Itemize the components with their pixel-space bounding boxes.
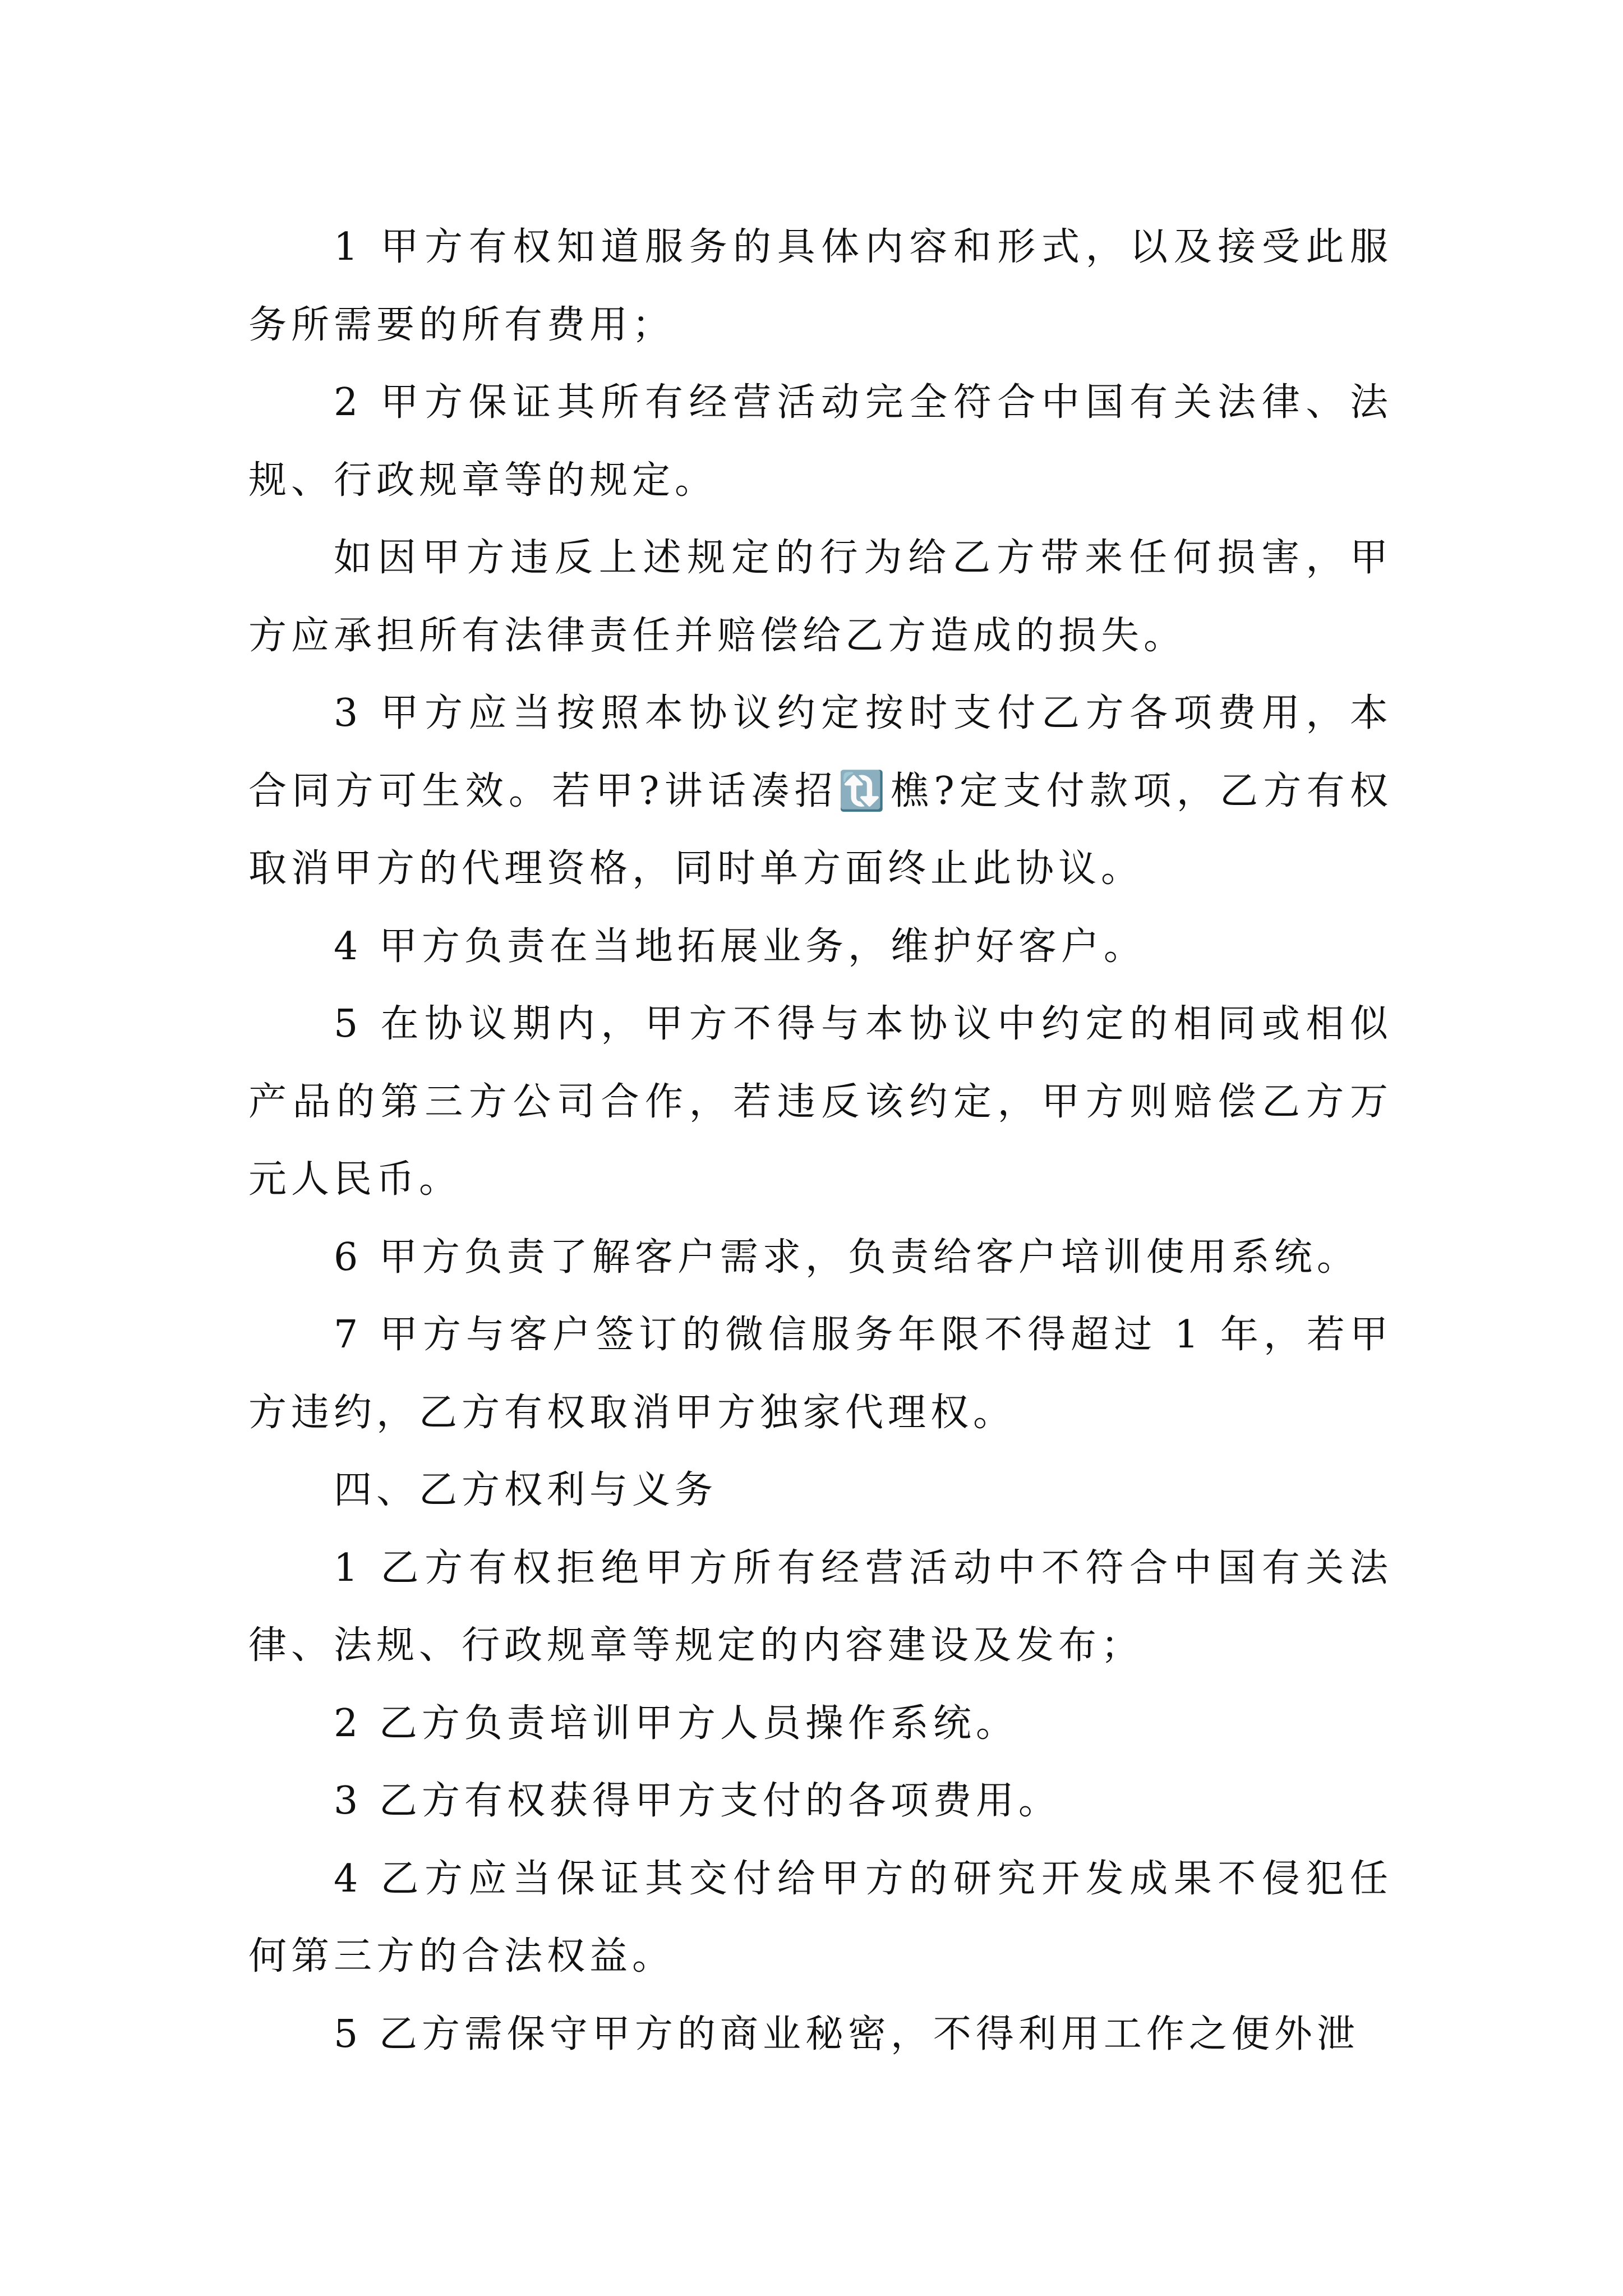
paragraph-7: 6 甲方负责了解客户需求，负责给客户培训使用系统。	[334, 1235, 1359, 1280]
section-heading: 四、乙方权利与义务	[334, 1468, 718, 1512]
paragraph-1: 1 甲方有权知道服务的具体内容和形式，以及接受此服务所需要的所有费用；	[248, 225, 1393, 347]
document-body	[248, 209, 1393, 2073]
paragraph-12: 4 乙方应当保证其交付给甲方的研究开发成果不侵犯任何第三方的合法权益。	[248, 1856, 1393, 1978]
paragraph-11: 3 乙方有权获得甲方支付的各项费用。	[334, 1779, 1061, 1823]
paragraph-4: 3 甲方应当按照本协议约定按时支付乙方各项费用，本合同方可生效。若甲?讲话凑招🔃樵?定支付款项，乙方有权取消甲方的代理资格，同时单方面终止此协议。	[248, 691, 1393, 891]
paragraph-5: 4 甲方负责在当地拓展业务，维护好客户。	[334, 924, 1146, 969]
paragraph-10: 2 乙方负责培训甲方人员操作系统。	[334, 1701, 1018, 1746]
paragraph-13: 5 乙方需保守甲方的商业秘密，不得利用工作之便外泄	[334, 2012, 1359, 2056]
paragraph-2: 2 甲方保证其所有经营活动完全符合中国有关法律、法规、行政规章等的规定。	[248, 380, 1393, 503]
paragraph-6: 5 在协议期内，甲方不得与本协议中约定的相同或相似产品的第三方公司合作，若违反该约定，甲方则赔偿乙方万元人民币。	[248, 1002, 1393, 1202]
paragraph-9: 1 乙方有权拒绝甲方所有经营活动中不符合中国有关法律、法规、行政规章等规定的内容建设及发布；	[248, 1545, 1393, 1668]
paragraph-8: 7 甲方与客户签订的微信服务年限不得超过 1 年，若甲方违约，乙方有权取消甲方独家代理权。	[248, 1313, 1393, 1435]
paragraph-3: 如因甲方违反上述规定的行为给乙方带来任何损害，甲方应承担所有法律责任并赔偿给乙方造成的损失。	[248, 536, 1393, 658]
